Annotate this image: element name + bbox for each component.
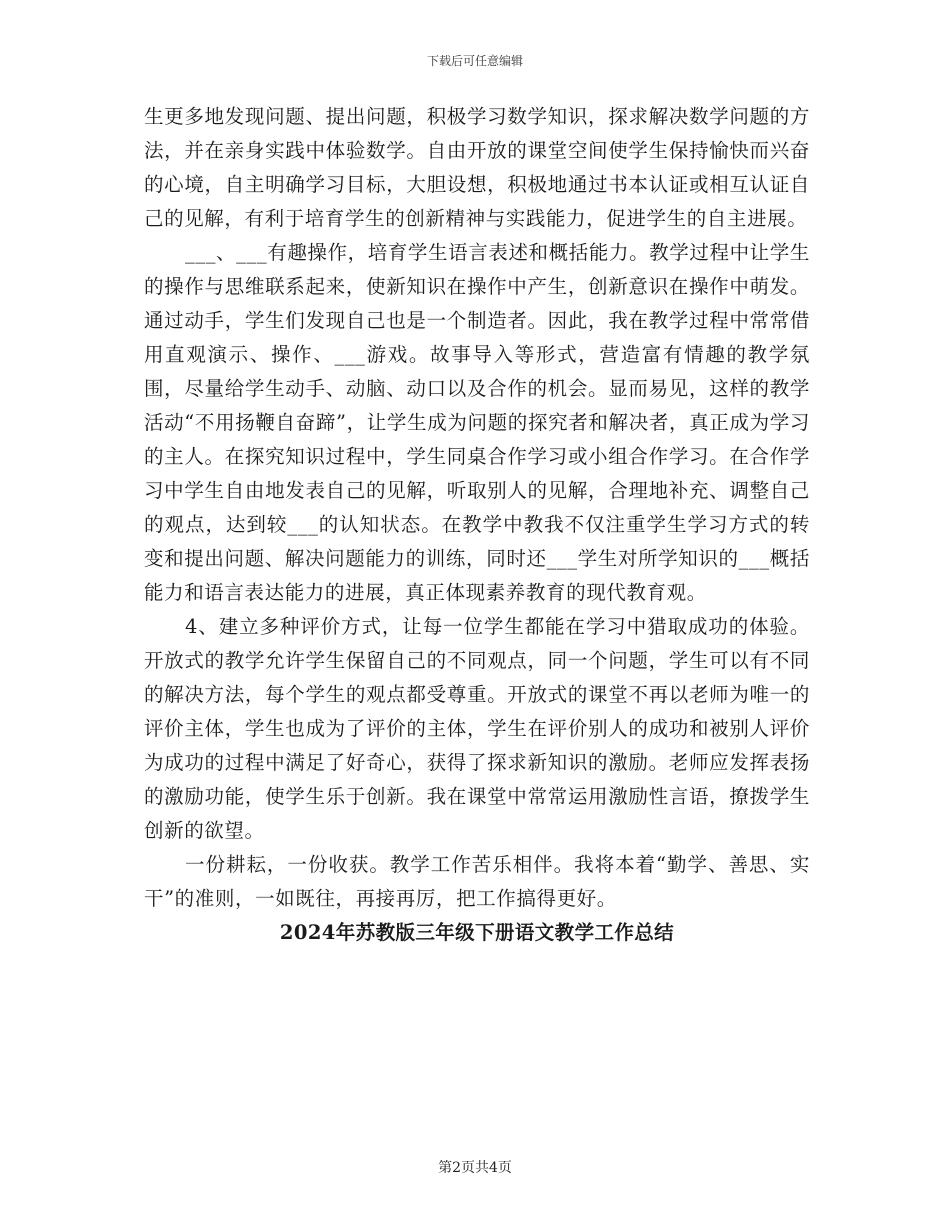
page-footer: 第2页共4页 — [438, 1160, 512, 1176]
paragraph-continuation: 生更多地发现问题、提出问题，积极学习数学知识，探求解决数学问题的方法，并在亲身实践中体验数学。自由开放的课堂空间使学生保持愉快而兴奋的心境，自主明确学习目标，大胆设想，积极地通过书本认证或相互认证自己的见解，有利于培育学生的创新精神与实践能力，促进学生的自主进展。 — [144, 105, 810, 230]
paragraph-conclusion: 一份耕耘，一份收获。教学工作苦乐相伴。我将本着“勤学、善思、实干”的准则，一如既往，再接再厉，把工作搞得更好。 — [144, 853, 810, 910]
paragraph-evaluation: 4、建立多种评价方式，让每一位学生都能在学习中猎取成功的体验。开放式的教学允许学生保留自己的不同观点，同一个问题，学生可以有不同的解决方法，每个学生的观点都受尊重。开放式的课堂不再以老师为唯一的评价主体，学生也成为了评价的主体，学生在评价别人的成功和被别人评价为成功的过程中满足了好奇心，获得了探求新知识的激励。老师应发挥表扬的激励功能，使学生乐于创新。我在课堂中常常运用激励性言语，撩拨学生创新的欲望。 — [144, 615, 810, 842]
document-body — [144, 100, 810, 950]
paragraph-operations: ___、___有趣操作，培育学生语言表述和概括能力。教学过程中让学生的操作与思维联系起来，使新知识在操作中产生，创新意识在操作中萌发。通过动手，学生们发现自己也是一个制造者。因此，我在教学过程中常常借用直观演示、操作、___游戏。故事导入等形式，营造富有情趣的教学氛围，尽量给学生动手、动脑、动口以及合作的机会。显而易见，这样的教学活动“不用扬鞭自奋蹄”，让学生成为问题的探究者和解决者，真正成为学习的主人。在探究知识过程中，学生同桌合作学习或小组合作学习。在合作学习中学生自由地发表自己的见解，听取别人的见解，合理地补充、调整自己的观点，达到较___的认知状态。在教学中教我不仅注重学生学习方式的转变和提出问题、解决问题能力的训练，同时还___学生对所学知识的___概括能力和语言表达能力的进展，真正体现素养教育的现代教育观。 — [144, 241, 810, 604]
section-title: 2024年苏教版三年级下册语文教学工作总结 — [279, 921, 675, 944]
page-header: 下载后可任意编辑 — [426, 54, 523, 68]
